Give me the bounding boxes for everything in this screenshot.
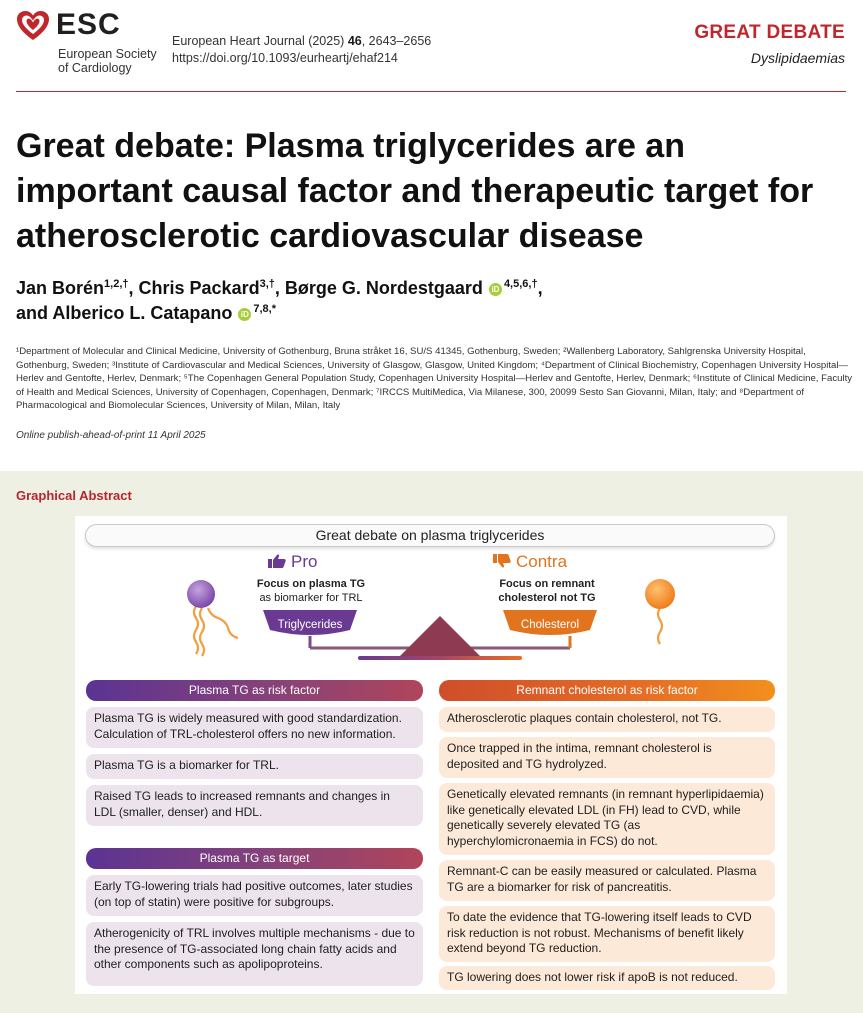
thumbs-up-icon (268, 554, 286, 568)
contra-point: Atherosclerotic plaques contain cholesterol, not TG. (439, 707, 775, 732)
orcid-icon[interactable]: iD (238, 308, 251, 321)
pro-point: Plasma TG is widely measured with good standardization. Calculation of TRL-cholesterol offers no new information. (86, 707, 423, 748)
contra-point: Once trapped in the intima, remnant cholesterol is deposited and TG hydrolyzed. (439, 737, 775, 778)
contra-focus: Focus on remnant cholesterol not TG (498, 578, 596, 604)
author-name[interactable]: Jan Borén (16, 278, 105, 298)
contra-point: To date the evidence that TG-lowering itself leads to CVD risk reduction is not robust. Mechanisms of benefit likely extend beyond TG reduction. (439, 906, 775, 962)
cholesterol-pan-label: Cholesterol (520, 619, 580, 631)
society-name: European Society of Cardiology (58, 47, 157, 75)
esc-heart-logo-icon (16, 10, 50, 42)
section-label: GREAT DEBATE (694, 22, 845, 43)
pro-point: Plasma TG is a biomarker for TRL. (86, 754, 423, 779)
author-list: Jan Borén$^{1,2,\dagger}$, Chris Packard$^{3,\dagger}$, Børge G. Nordestgaard iD $^{4,5,6,\dagger}$, and Alberico L. Catapano iD $^{7,8,*}$ (16, 278, 543, 323)
article-title: Great debate: Plasma triglycerides are an important causal factor and therapeutic target for atherosclerotic cardiovascular disease (16, 127, 814, 255)
author-name[interactable]: Børge G. Nordestgaard (284, 278, 483, 298)
balance-scale-illustration (180, 576, 700, 686)
pro-point: Early TG-lowering trials had positive outcomes, later studies (on top of statin) were positive for subgroups. (86, 875, 423, 916)
pro-point: Atherogenicity of TRL involves multiple mechanisms - due to the presence of TG-associated long chain fatty acids and other components such as apolipoproteins. (86, 922, 423, 986)
pro-point: Raised TG leads to increased remnants and changes in LDL (smaller, denser) and HDL. (86, 785, 423, 826)
pro-risk-factor-header: Plasma TG as risk factor (86, 680, 423, 701)
thumbs-down-icon (493, 554, 511, 568)
pro-target-header: Plasma TG as target (86, 848, 423, 869)
contra-risk-factor-header: Remnant cholesterol as risk factor (439, 680, 775, 701)
orcid-icon[interactable]: iD (489, 283, 502, 296)
journal-header (0, 0, 863, 94)
triglycerides-pan-label: Triglycerides (277, 619, 343, 631)
graphical-abstract-title: Great debate on plasma triglycerides (85, 524, 775, 547)
esc-wordmark: ESC (56, 8, 121, 41)
header-divider (16, 91, 846, 92)
pro-label: Pro (268, 552, 317, 572)
pro-focus: Focus on plasma TG as biomarker for TRL (256, 578, 366, 604)
affiliations: ¹Department of Molecular and Clinical Medicine, University of Gothenburg, Bruna stråket 16, SU/S 41345, Gothenburg, Sweden; ²Wallenberg Laboratory, Sahlgrenska University Hospital, Gothenburg, Sweden; ³Institute of Cardiovascular and Medical Sciences, University of Glasgow, Glasgow, United Kingdom; ⁴Department of Clinical Biochemistry, Copenhagen University Hospital—Herlev and Gentofte, Herlev, Denmark; ⁵The Copenhagen General Population Study, Copenhagen University Hospital—Herlev and Gentofte, Herlev, Denmark; ⁶Institute of Clinical Medicine, Faculty of Health and Medical Sciences, University of Copenhagen, Copenhagen, Denmark; ⁷IRCCS MultiMedica, Via Milanese, 300, 20099 Sesto San Giovanni, Milan, Italy; and ⁸Department of Pharmacological and Biomolecular Sciences, University of Milan, Milan, Italy (16, 346, 853, 411)
graphical-abstract-heading: Graphical Abstract (16, 488, 132, 503)
online-date: Online publish-ahead-of-print 11 April 2025 (16, 430, 206, 441)
contra-point: Remnant-C can be easily measured or calculated. Plasma TG are a biomarker for risk of pancreatitis. (439, 860, 775, 901)
contra-label: Contra (493, 552, 567, 572)
topic-label: Dyslipidaemias (750, 50, 845, 66)
journal-citation: European Heart Journal (2025) 46, 2643–2656 https://doi.org/10.1093/eurheartj/ehaf214 (172, 34, 432, 65)
author-name[interactable]: Chris Packard (138, 278, 260, 298)
author-name[interactable]: and Alberico L. Catapano (16, 303, 233, 323)
contra-point: TG lowering does not lower risk if apoB is not reduced. (439, 966, 775, 990)
contra-point: Genetically elevated remnants (in remnant hyperlipidaemia) like genetically elevated LDL (in FH) lead to CVD, while genetically severely elevated TG (as hyperchylomicronaemia in FCS) do not. (439, 783, 775, 855)
doi-link[interactable]: https://doi.org/10.1093/eurheartj/ehaf214 (172, 51, 398, 65)
